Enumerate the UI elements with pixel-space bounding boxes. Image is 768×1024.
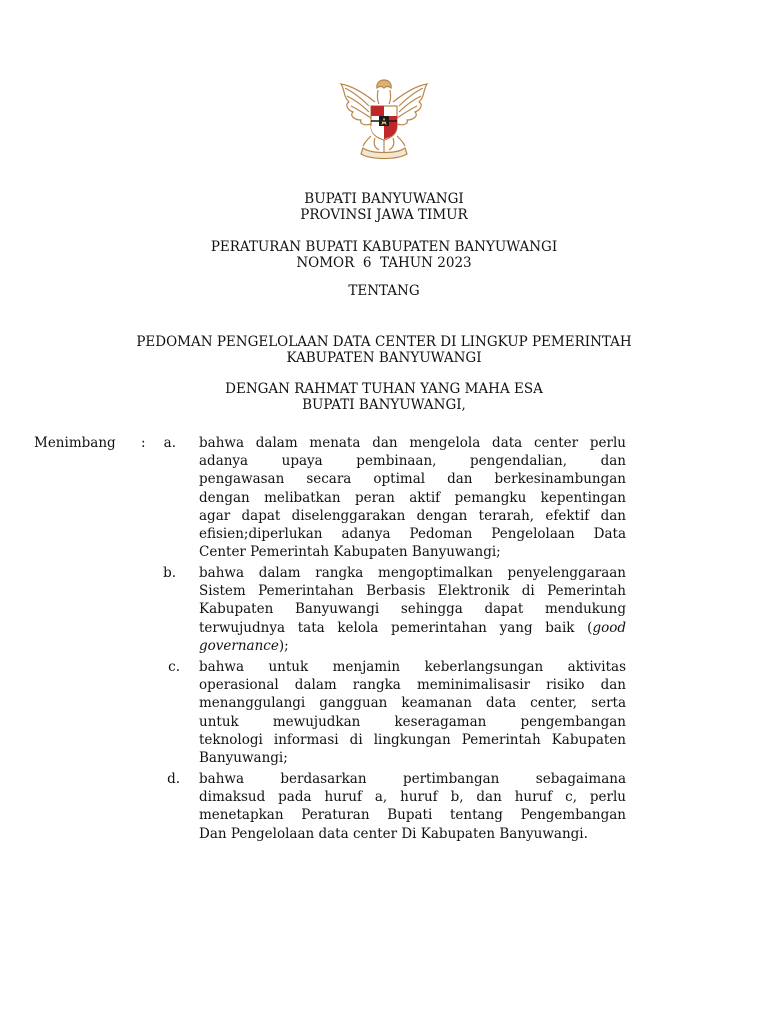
item-b-italic-good: good	[592, 619, 626, 636]
item-letter-a: a.	[163, 435, 176, 451]
subject-line-1: PEDOMAN PENGELOLAAN DATA CENTER DI LINGKUP PEMERINTAH	[136, 334, 632, 350]
regent-title: BUPATI BANYUWANGI	[304, 191, 464, 207]
item-c-line: operasional dalam rangka meminimalisasir risiko dan	[199, 677, 626, 694]
considering-colon: :	[141, 435, 146, 451]
item-a-line: pengawasan secara optimal dan berkesinambungan	[199, 471, 626, 488]
item-text-d	[199, 770, 626, 843]
item-b-line-4	[199, 619, 626, 637]
regulation-title: PERATURAN BUPATI KABUPATEN BANYUWANGI	[210, 239, 558, 255]
item-a-line: adanya upaya pembinaan, pengendalian, dan	[199, 453, 626, 470]
item-d-line: menetapkan Peraturan Bupati tentang Pengembangan	[199, 807, 626, 824]
item-letter-c: c.	[168, 659, 180, 675]
item-text-b	[199, 564, 626, 655]
province-title: PROVINSI JAWA TIMUR	[300, 207, 468, 223]
item-b-tail: );	[278, 637, 289, 654]
item-a-line: Center Pemerintah Kabupaten Banyuwangi;	[199, 544, 501, 561]
item-letter-b: b.	[163, 565, 176, 581]
item-d-line: Dan Pengelolaan data center Di Kabupaten Banyuwangi.	[199, 825, 588, 842]
item-a-line: dengan melibatkan peran aktif pemangku kepentingan	[199, 489, 626, 506]
item-a-line: efisien;diperlukan adanya Pedoman Pengelolaan Data	[199, 526, 626, 543]
item-c-line: Banyuwangi;	[199, 750, 288, 767]
garuda-emblem-icon	[335, 76, 433, 164]
item-letter-d: d.	[167, 771, 180, 787]
item-b-line: Sistem Pemerintahan Berbasis Elektronik di Pemerintah	[199, 583, 626, 600]
considering-label: Menimbang	[34, 435, 116, 451]
item-d-line: dimaksud pada huruf a, huruf b, dan huruf c, perlu	[199, 789, 626, 806]
item-a-line: bahwa dalam menata dan mengelola data center perlu	[199, 435, 626, 451]
item-c-line: menanggulangi gangguan keamanan data center, serta	[199, 695, 626, 712]
item-c-line: teknologi informasi di lingkungan Pemerintah Kabupaten	[199, 731, 626, 748]
item-c-line: untuk mewujudkan keseragaman pengembangan	[199, 713, 626, 730]
about-heading: TENTANG	[348, 283, 420, 299]
regulation-number: NOMOR 6 TAHUN 2023	[296, 255, 472, 271]
grace-statement: DENGAN RAHMAT TUHAN YANG MAHA ESA	[225, 381, 543, 397]
item-b-line: bahwa dalam rangka mengoptimalkan penyelenggaraan	[199, 565, 626, 581]
item-b-italic-governance: governance	[199, 637, 279, 654]
item-text-a	[199, 434, 626, 561]
item-b-line-4-text: terwujudnya tata kelola pemerintahan yang baik (	[199, 619, 593, 636]
item-b-line: Kabupaten Banyuwangi sehingga dapat mendukung	[199, 601, 626, 618]
item-c-line: bahwa untuk menjamin keberlangsungan aktivitas	[199, 659, 626, 675]
item-d-line: bahwa berdasarkan pertimbangan sebagaimana	[199, 771, 626, 787]
item-a-line: agar dapat diselenggarakan dengan terarah, efektif dan	[199, 507, 626, 524]
regent-signature-title: BUPATI BANYUWANGI,	[302, 397, 466, 413]
subject-line-2: KABUPATEN BANYUWANGI	[286, 350, 482, 366]
item-text-c	[199, 658, 626, 767]
item-b-line-5	[199, 637, 626, 655]
